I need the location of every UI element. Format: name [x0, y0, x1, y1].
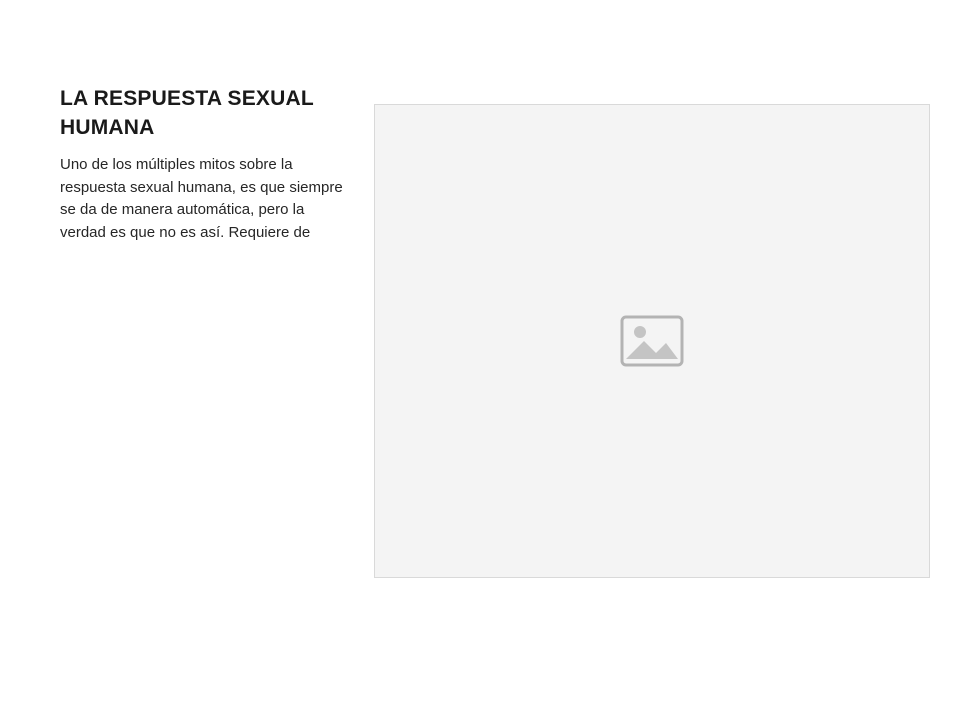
slide-figure — [374, 104, 930, 578]
figure-placeholder — [620, 315, 684, 367]
slide-body-text: Uno de los múltiples mitos sobre la respuesta sexual humana, es que siempre se da de manera automática, pero la verdad es que no es así. Requiere de — [60, 156, 343, 241]
slide-title: LA RESPUESTA SEXUAL HUMANA — [60, 87, 314, 139]
slide-text-block — [60, 84, 350, 244]
image-icon — [620, 315, 684, 367]
